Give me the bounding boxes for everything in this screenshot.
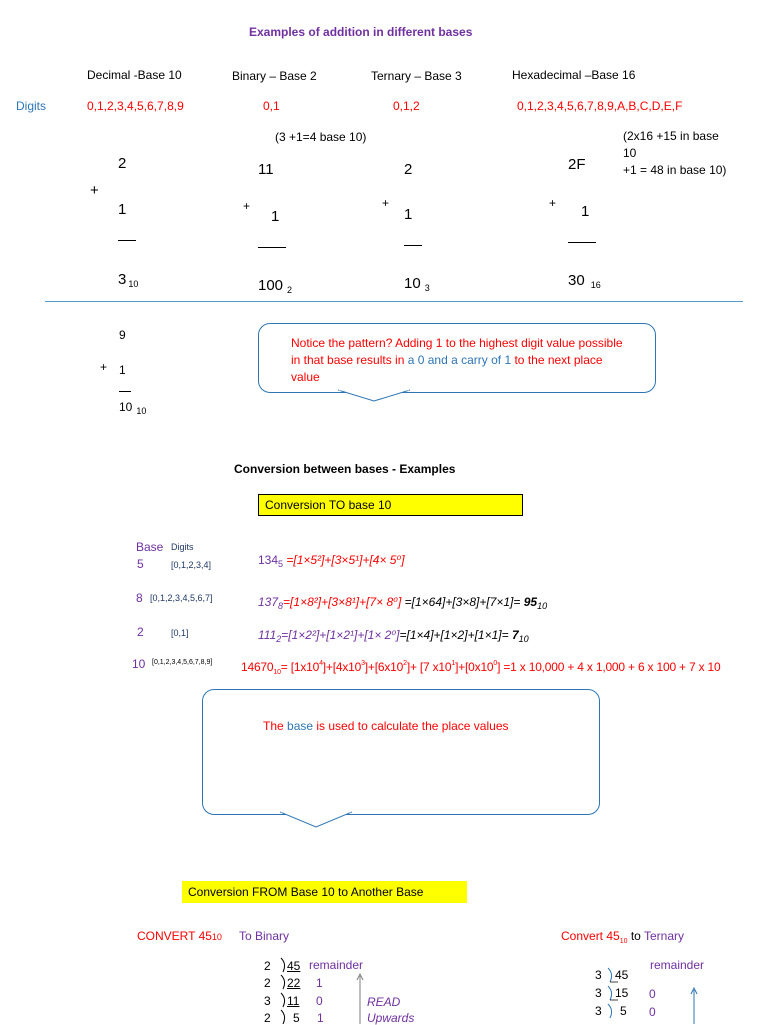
row-digits-10: [0,1,2,3,4,5,6,7,8,9] bbox=[152, 659, 213, 666]
ter-div-rem-1: 0 bbox=[649, 987, 656, 1001]
digits-binary: 0,1 bbox=[263, 99, 280, 113]
section-divider bbox=[45, 301, 743, 302]
ter-div-value-0: 45 bbox=[615, 968, 629, 982]
ter-div-divisor-0: 3 bbox=[595, 968, 602, 982]
base-label: Base bbox=[136, 540, 164, 554]
page-title: Examples of addition in different bases bbox=[249, 25, 473, 39]
bin-div-value-0: 45 bbox=[287, 959, 301, 973]
ter-div-value-2: 5 bbox=[620, 1004, 627, 1018]
dec-plus: + bbox=[90, 182, 99, 199]
binary-remainder-label: remainder bbox=[309, 958, 364, 972]
digits-label: Digits bbox=[16, 99, 47, 113]
row-base-5: 5 bbox=[137, 557, 144, 571]
hex-bottom: 1 bbox=[581, 203, 590, 220]
ternary-remainder-label: remainder bbox=[650, 958, 705, 972]
nine-plus: + bbox=[100, 360, 108, 374]
ter-div-divisor-1: 3 bbox=[595, 986, 602, 1000]
ter-bar bbox=[404, 245, 422, 246]
bin-div-divisor-2: 3 bbox=[264, 994, 271, 1008]
conversion-title: Conversion between bases - Examples bbox=[234, 462, 456, 476]
digits-hex: 0,1,2,3,4,5,6,7,8,9,A,B,C,D,E,F bbox=[517, 99, 683, 113]
ternary-division-brackets bbox=[606, 966, 618, 1024]
hex-top: 2F bbox=[568, 156, 586, 173]
to-base10-banner: Conversion TO base 10 bbox=[258, 494, 523, 516]
bin-div-rem-1: 1 bbox=[316, 976, 323, 990]
bin-bar bbox=[258, 247, 286, 248]
bin-div-divisor-0: 2 bbox=[264, 959, 271, 973]
ternary-read-upwards-arrow bbox=[689, 986, 699, 1024]
ter-plus: + bbox=[382, 196, 390, 210]
bin-result: 100 $_2$ bbox=[258, 277, 293, 295]
nine-bottom: 1 bbox=[119, 363, 126, 377]
row-digits-8: [0,1,2,3,4,5,6,7] bbox=[150, 593, 213, 603]
nine-top: 9 bbox=[119, 328, 126, 342]
header-binary: Binary – Base 2 bbox=[232, 69, 317, 83]
ter-top: 2 bbox=[404, 161, 413, 178]
row-base-10: 10 bbox=[132, 657, 146, 671]
binary-division-brackets bbox=[279, 956, 291, 1024]
row-expr-8: $137_8=[1\times 8^2]+[3\times 8^1]+[7\times 8^0] =[1\times 64]+[3\times 8]+[7\times 1]= 95_{10}$ bbox=[258, 595, 548, 611]
ter-result: 10 $_3$ bbox=[404, 275, 430, 293]
hex-result: 30 $_{16}$ bbox=[568, 272, 601, 290]
read-upwards-arrow bbox=[355, 972, 365, 1024]
callout-base-pointer bbox=[280, 811, 352, 829]
convert-ternary-label: Convert $45_{10}$ to Ternary bbox=[561, 929, 684, 945]
bin-div-value-3: 5 bbox=[293, 1011, 300, 1025]
note-hex-line3: +1 = 48 in base 10) bbox=[623, 163, 727, 177]
dec-top: 2 bbox=[118, 155, 127, 172]
ter-bottom: 1 bbox=[404, 206, 413, 223]
row-expr-10: $14670_{10}= [1x10^4]+[4x10^3]+[6x10^2]+ [7$ $x10^1]+[0x10^0] =1$ x 10,000 + 4 x 1,000 + 6 x 100 + 7 x 10 bbox=[241, 660, 721, 676]
hex-plus: + bbox=[549, 196, 557, 210]
bin-div-value-2: 11 bbox=[287, 994, 300, 1008]
convert-binary-target: To Binary bbox=[239, 929, 290, 943]
nine-bar bbox=[119, 391, 131, 392]
dec-bar bbox=[118, 240, 136, 241]
bin-div-rem-2: 0 bbox=[316, 994, 323, 1008]
digits-col-label: Digits bbox=[171, 542, 194, 552]
nine-result: 10 $_{10}$ bbox=[119, 400, 147, 416]
callout-pattern bbox=[258, 323, 656, 393]
header-hex: Hexadecimal –Base 16 bbox=[512, 68, 636, 82]
header-ternary: Ternary – Base 3 bbox=[371, 69, 462, 83]
row-base-2: 2 bbox=[137, 625, 144, 639]
header-decimal: Decimal -Base 10 bbox=[87, 68, 182, 82]
bin-div-value-1: 22 bbox=[287, 976, 301, 990]
callout-pattern-text: Notice the pattern? Adding 1 to the highest digit value possible in that base results in a 0 and a carry of 1 to the next place value bbox=[291, 336, 623, 384]
hex-bar bbox=[568, 242, 596, 243]
convert-binary-label: CONVERT 4510 bbox=[137, 929, 222, 943]
bin-div-rem-3: 1 bbox=[317, 1011, 324, 1025]
row-base-8: 8 bbox=[136, 591, 143, 605]
row-expr-2: $111_2=[1\times 2^2]+[1\times 2^1]+[1\times 2^0]=[1\times 4]+[1\times 2]+[1\times 1]= 7_{10}$ bbox=[258, 628, 529, 644]
from-base10-banner: Conversion FROM Base 10 to Another Base bbox=[182, 881, 467, 903]
note-hex-line2: 10 bbox=[623, 146, 637, 160]
bin-bottom: 1 bbox=[271, 208, 280, 225]
bin-div-divisor-3: 2 bbox=[264, 1011, 271, 1025]
row-expr-5: $134_5 =[1\times 5^2]+[3\times 5^1]+[4\times 5^0]$ bbox=[258, 553, 405, 569]
digits-decimal: 0,1,2,3,4,5,6,7,8,9 bbox=[87, 99, 184, 113]
digits-ternary: 0,1,2 bbox=[393, 99, 420, 113]
note-hex-line1: (2x16 +15 in base bbox=[623, 129, 719, 143]
callout-base bbox=[202, 689, 600, 815]
ter-div-rem-2: 0 bbox=[649, 1005, 656, 1019]
dec-bottom: 1 bbox=[118, 201, 127, 218]
upwards-label: Upwards bbox=[367, 1011, 415, 1025]
row-digits-2: [0,1] bbox=[171, 628, 189, 638]
bin-div-divisor-1: 2 bbox=[264, 976, 271, 990]
callout-base-text: The base is used to calculate the place values bbox=[263, 719, 509, 733]
read-label: READ bbox=[367, 995, 401, 1009]
row-digits-5: [0,1,2,3,4] bbox=[171, 560, 212, 570]
note-binary: (3 +1=4 base 10) bbox=[275, 130, 367, 144]
bin-plus: + bbox=[243, 199, 251, 213]
callout-pattern-pointer bbox=[338, 389, 410, 403]
ter-div-divisor-2: 3 bbox=[595, 1004, 602, 1018]
ter-div-value-1: 15 bbox=[615, 986, 629, 1000]
dec-result: 3 $_{10}$ bbox=[118, 271, 139, 289]
bin-top: 11 bbox=[258, 161, 274, 178]
